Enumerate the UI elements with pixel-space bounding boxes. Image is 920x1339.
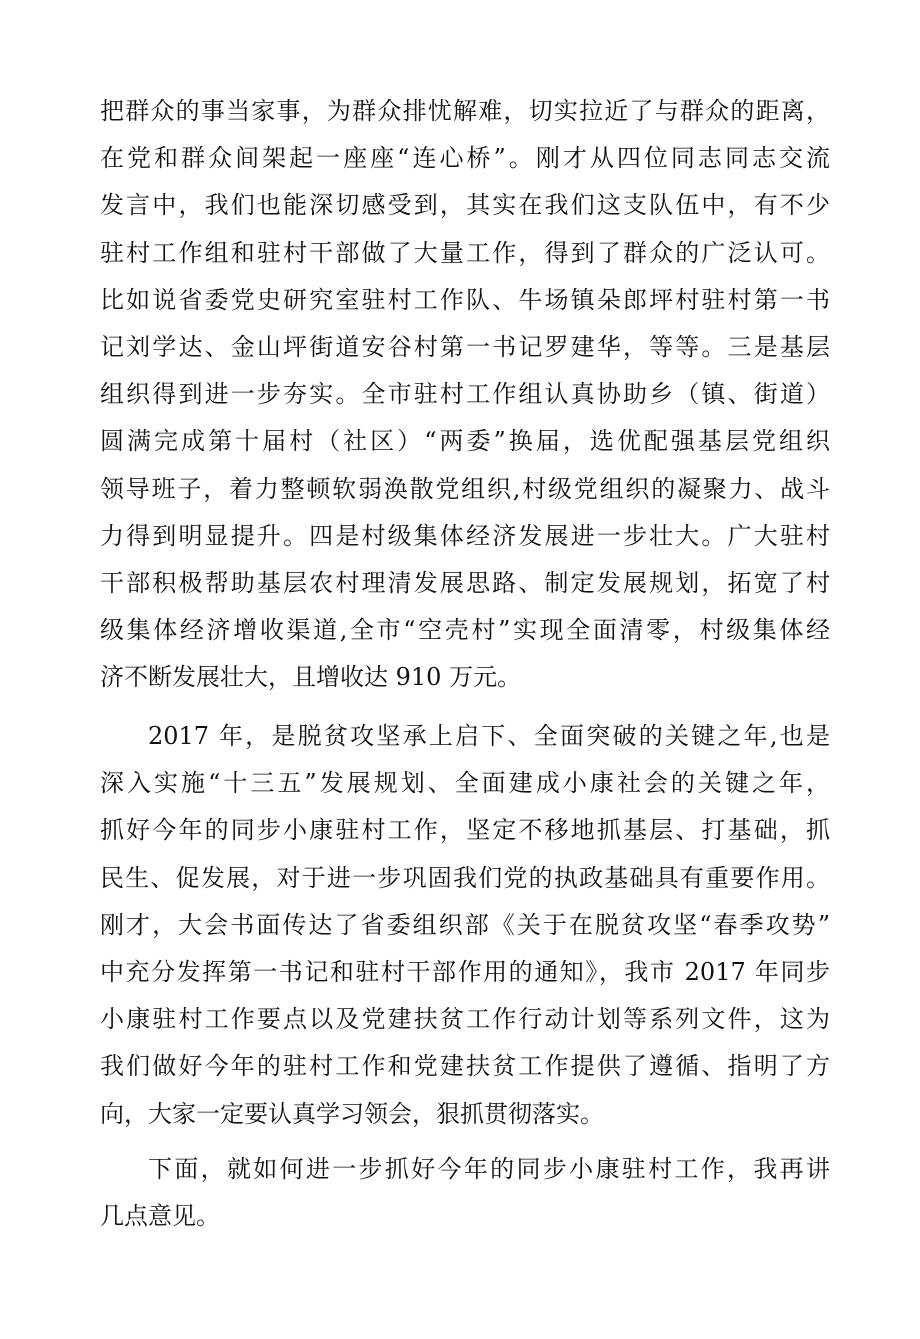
text-line: 小康驻村工作要点以及党建扶贫工作行动计划等系列文件，这为 <box>100 1005 830 1034</box>
text-line: 2017 年，是脱贫攻坚承上启下、全面突破的关键之年,也是 <box>148 722 830 750</box>
text-line: 抓好今年的同步小康驻村工作，坚定不移地抓基层、打基础，抓 <box>100 816 830 845</box>
text-line: 深入实施“十三五”发展规划、全面建成小康社会的关键之年， <box>100 769 830 798</box>
text-line: 力得到明显提升。四是村级集体经济发展进一步壮大。广大驻村 <box>100 521 830 550</box>
paragraph-2017-key-year <box>100 713 830 1138</box>
text-line: 民生、促发展，对于进一步巩固我们党的执政基础具有重要作用。 <box>100 863 830 892</box>
text-line: 比如说省委党史研究室驻村工作队、牛场镇朵郎坪村驻村第一书 <box>100 285 830 314</box>
text-line: 发言中，我们也能深切感受到，其实在我们这支队伍中，有不少 <box>100 191 830 220</box>
text-line: 圆满完成第十届村（社区）“两委”换届，选优配强基层党组织 <box>100 427 830 456</box>
text-line: 几点意见。 <box>100 1202 220 1231</box>
text-line: 下面，就如何进一步抓好今年的同步小康驻村工作，我再讲 <box>148 1155 830 1183</box>
text-line: 在党和群众间架起一座座“连心桥”。刚才从四位同志同志交流 <box>100 144 830 173</box>
text-line: 领导班子，着力整顿软弱涣散党组织,村级党组织的凝聚力、战斗 <box>100 474 830 503</box>
text-line: 我们做好今年的驻村工作和党建扶贫工作提供了遵循、指明了方 <box>100 1052 830 1081</box>
text-line: 级集体经济增收渠道,全市“空壳村”实现全面清零，村级集体经 <box>100 616 830 645</box>
text-line: 中充分发挥第一书记和驻村干部作用的通知》，我市 2017 年同步 <box>100 957 830 986</box>
text-line: 记刘学达、金山坪街道安谷村第一书记罗建华，等等。三是基层 <box>100 332 830 361</box>
paragraph-next-opinions <box>100 1146 830 1240</box>
text-line: 向，大家一定要认真学习领会，狠抓贯彻落实。 <box>100 1099 604 1128</box>
text-line: 组织得到进一步夯实。全市驻村工作组认真协助乡（镇、街道） <box>100 380 830 409</box>
text-line: 干部积极帮助基层农村理清发展思路、制定发展规划，拓宽了村 <box>100 568 830 597</box>
text-line: 济不断发展壮大，且增收达 910 万元。 <box>100 663 522 692</box>
text-line: 刚才，大会书面传达了省委组织部《关于在脱贫攻坚“春季攻势” <box>100 910 830 939</box>
text-line: 把群众的事当家事，为群众排忧解难，切实拉近了与群众的距离， <box>100 97 830 125</box>
paragraph-achievements <box>100 88 830 701</box>
text-line: 驻村工作组和驻村干部做了大量工作，得到了群众的广泛认可。 <box>100 238 830 267</box>
